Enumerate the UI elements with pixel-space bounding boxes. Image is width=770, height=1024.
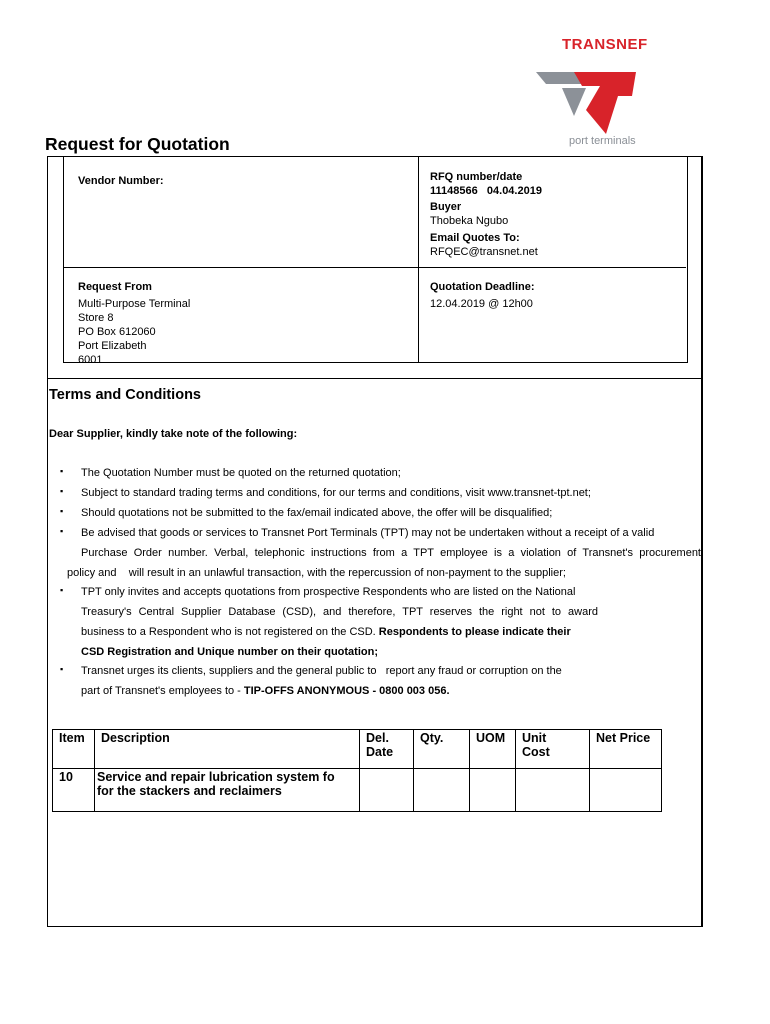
address-line: Store 8 <box>78 312 114 324</box>
section-separator <box>48 378 701 379</box>
term-csd-line1: TPT only invites and accepts quotations from prospective Respondents who are listed on the National <box>81 586 576 598</box>
description-line1: Service and repair lubrication system fo <box>97 770 335 784</box>
bullet-icon: ▪ <box>60 664 64 674</box>
cell-del-date[interactable] <box>360 769 414 812</box>
term-submission: Should quotations not be submitted to the fax/email indicated above, the offer will be disqualified; <box>81 507 553 519</box>
rfq-number-date: 11148566 04.04.2019 <box>430 185 542 197</box>
bullet-icon: ▪ <box>60 486 64 496</box>
address-line: Port Elizabeth <box>78 340 147 352</box>
col-unit-cost-line2: Cost <box>522 745 550 759</box>
col-net-price: Net Price <box>590 730 662 769</box>
buyer-name: Thobeka Ngubo <box>430 215 509 227</box>
col-description: Description <box>95 730 360 769</box>
term-csd-line4: CSD Registration and Unique number on their quotation; <box>81 646 378 658</box>
term-trading-terms: Subject to standard trading terms and conditions, for our terms and conditions, visit www.transnet-tpt.net; <box>81 487 591 499</box>
bullet-icon: ▪ <box>60 506 64 516</box>
term-purchase-order-line3: policy and will result in an unlawful transaction, with the repercussion of non-payment to the supplier; <box>67 567 566 579</box>
bullet-icon: ▪ <box>60 466 64 476</box>
buyer-label: Buyer <box>430 201 462 213</box>
transnet-wordmark: TRANSNEF <box>562 36 648 53</box>
term-csd-line3-bold: Respondents to please indicate their <box>378 626 571 638</box>
table-header-row <box>53 730 662 769</box>
col-del-date-line2: Date <box>366 745 394 759</box>
term-purchase-order-line2: Purchase Order number. Verbal, telephonic instructions from a TPT employee is a violation of Transnet's procurement <box>81 547 701 559</box>
rfq-label: RFQ number/date <box>430 171 523 183</box>
cell-uom[interactable] <box>470 769 516 812</box>
address-line: PO Box 612060 <box>78 326 156 338</box>
items-table <box>52 729 662 812</box>
page-title: Request for Quotation <box>45 134 230 154</box>
cell-net-price[interactable] <box>590 769 662 812</box>
email-address[interactable]: RFQEC@transnet.net <box>430 246 538 258</box>
term-fraud-line1: Transnet urges its clients, suppliers and the general public to report any fraud or corruption on the <box>81 665 562 677</box>
deadline-value: 12.04.2019 @ 12h00 <box>430 298 533 310</box>
request-from-label: Request From <box>78 281 152 293</box>
col-unit-cost-line1: Unit <box>522 731 547 745</box>
address-line: Multi-Purpose Terminal <box>78 298 191 310</box>
col-uom: UOM <box>470 730 516 769</box>
request-from-block <box>78 280 190 367</box>
tip-offs-hotline: TIP-OFFS ANONYMOUS - 0800 003 056. <box>243 685 450 697</box>
transnet-logo-icon <box>534 56 654 140</box>
term-purchase-order-line1: Be advised that goods or services to Transnet Port Terminals (TPT) may not be undertaken without a receipt of a valid <box>81 527 655 539</box>
deadline-label: Quotation Deadline: <box>430 281 535 293</box>
term-csd-line3 <box>81 625 571 639</box>
bullet-icon: ▪ <box>60 526 64 536</box>
col-qty: Qty. <box>414 730 470 769</box>
cell-item: 10 <box>53 769 95 812</box>
header-vertical-divider <box>418 157 419 362</box>
description-line2: for the stackers and reclaimers <box>97 784 282 798</box>
cell-qty[interactable] <box>414 769 470 812</box>
deadline-block <box>430 280 535 311</box>
address-line: 6001 <box>78 354 103 366</box>
rfq-block <box>430 170 542 259</box>
terms-title: Terms and Conditions <box>49 387 201 403</box>
term-csd-line3-text: business to a Respondent who is not registered on the CSD. <box>81 626 376 638</box>
vendor-number-label: Vendor Number: <box>78 175 164 187</box>
col-unit-cost <box>516 730 590 769</box>
email-label: Email Quotes To: <box>430 232 520 244</box>
cell-description <box>95 769 360 812</box>
port-terminals-label: port terminals <box>569 135 636 147</box>
col-item: Item <box>53 730 95 769</box>
term-csd-line2: Treasury's Central Supplier Database (CSD), and therefore, TPT reserves the right not to award <box>81 606 598 618</box>
cell-unit-cost[interactable] <box>516 769 590 812</box>
col-del-date <box>360 730 414 769</box>
term-quote-number: The Quotation Number must be quoted on the returned quotation; <box>81 467 401 479</box>
col-del-date-line1: Del. <box>366 731 389 745</box>
header-horizontal-divider <box>63 267 686 268</box>
table-row <box>53 769 662 812</box>
bullet-icon: ▪ <box>60 585 64 595</box>
term-fraud-line2-text: part of Transnet's employees to - <box>81 685 244 697</box>
term-fraud-line2 <box>81 684 450 698</box>
terms-intro: Dear Supplier, kindly take note of the following: <box>49 428 298 440</box>
